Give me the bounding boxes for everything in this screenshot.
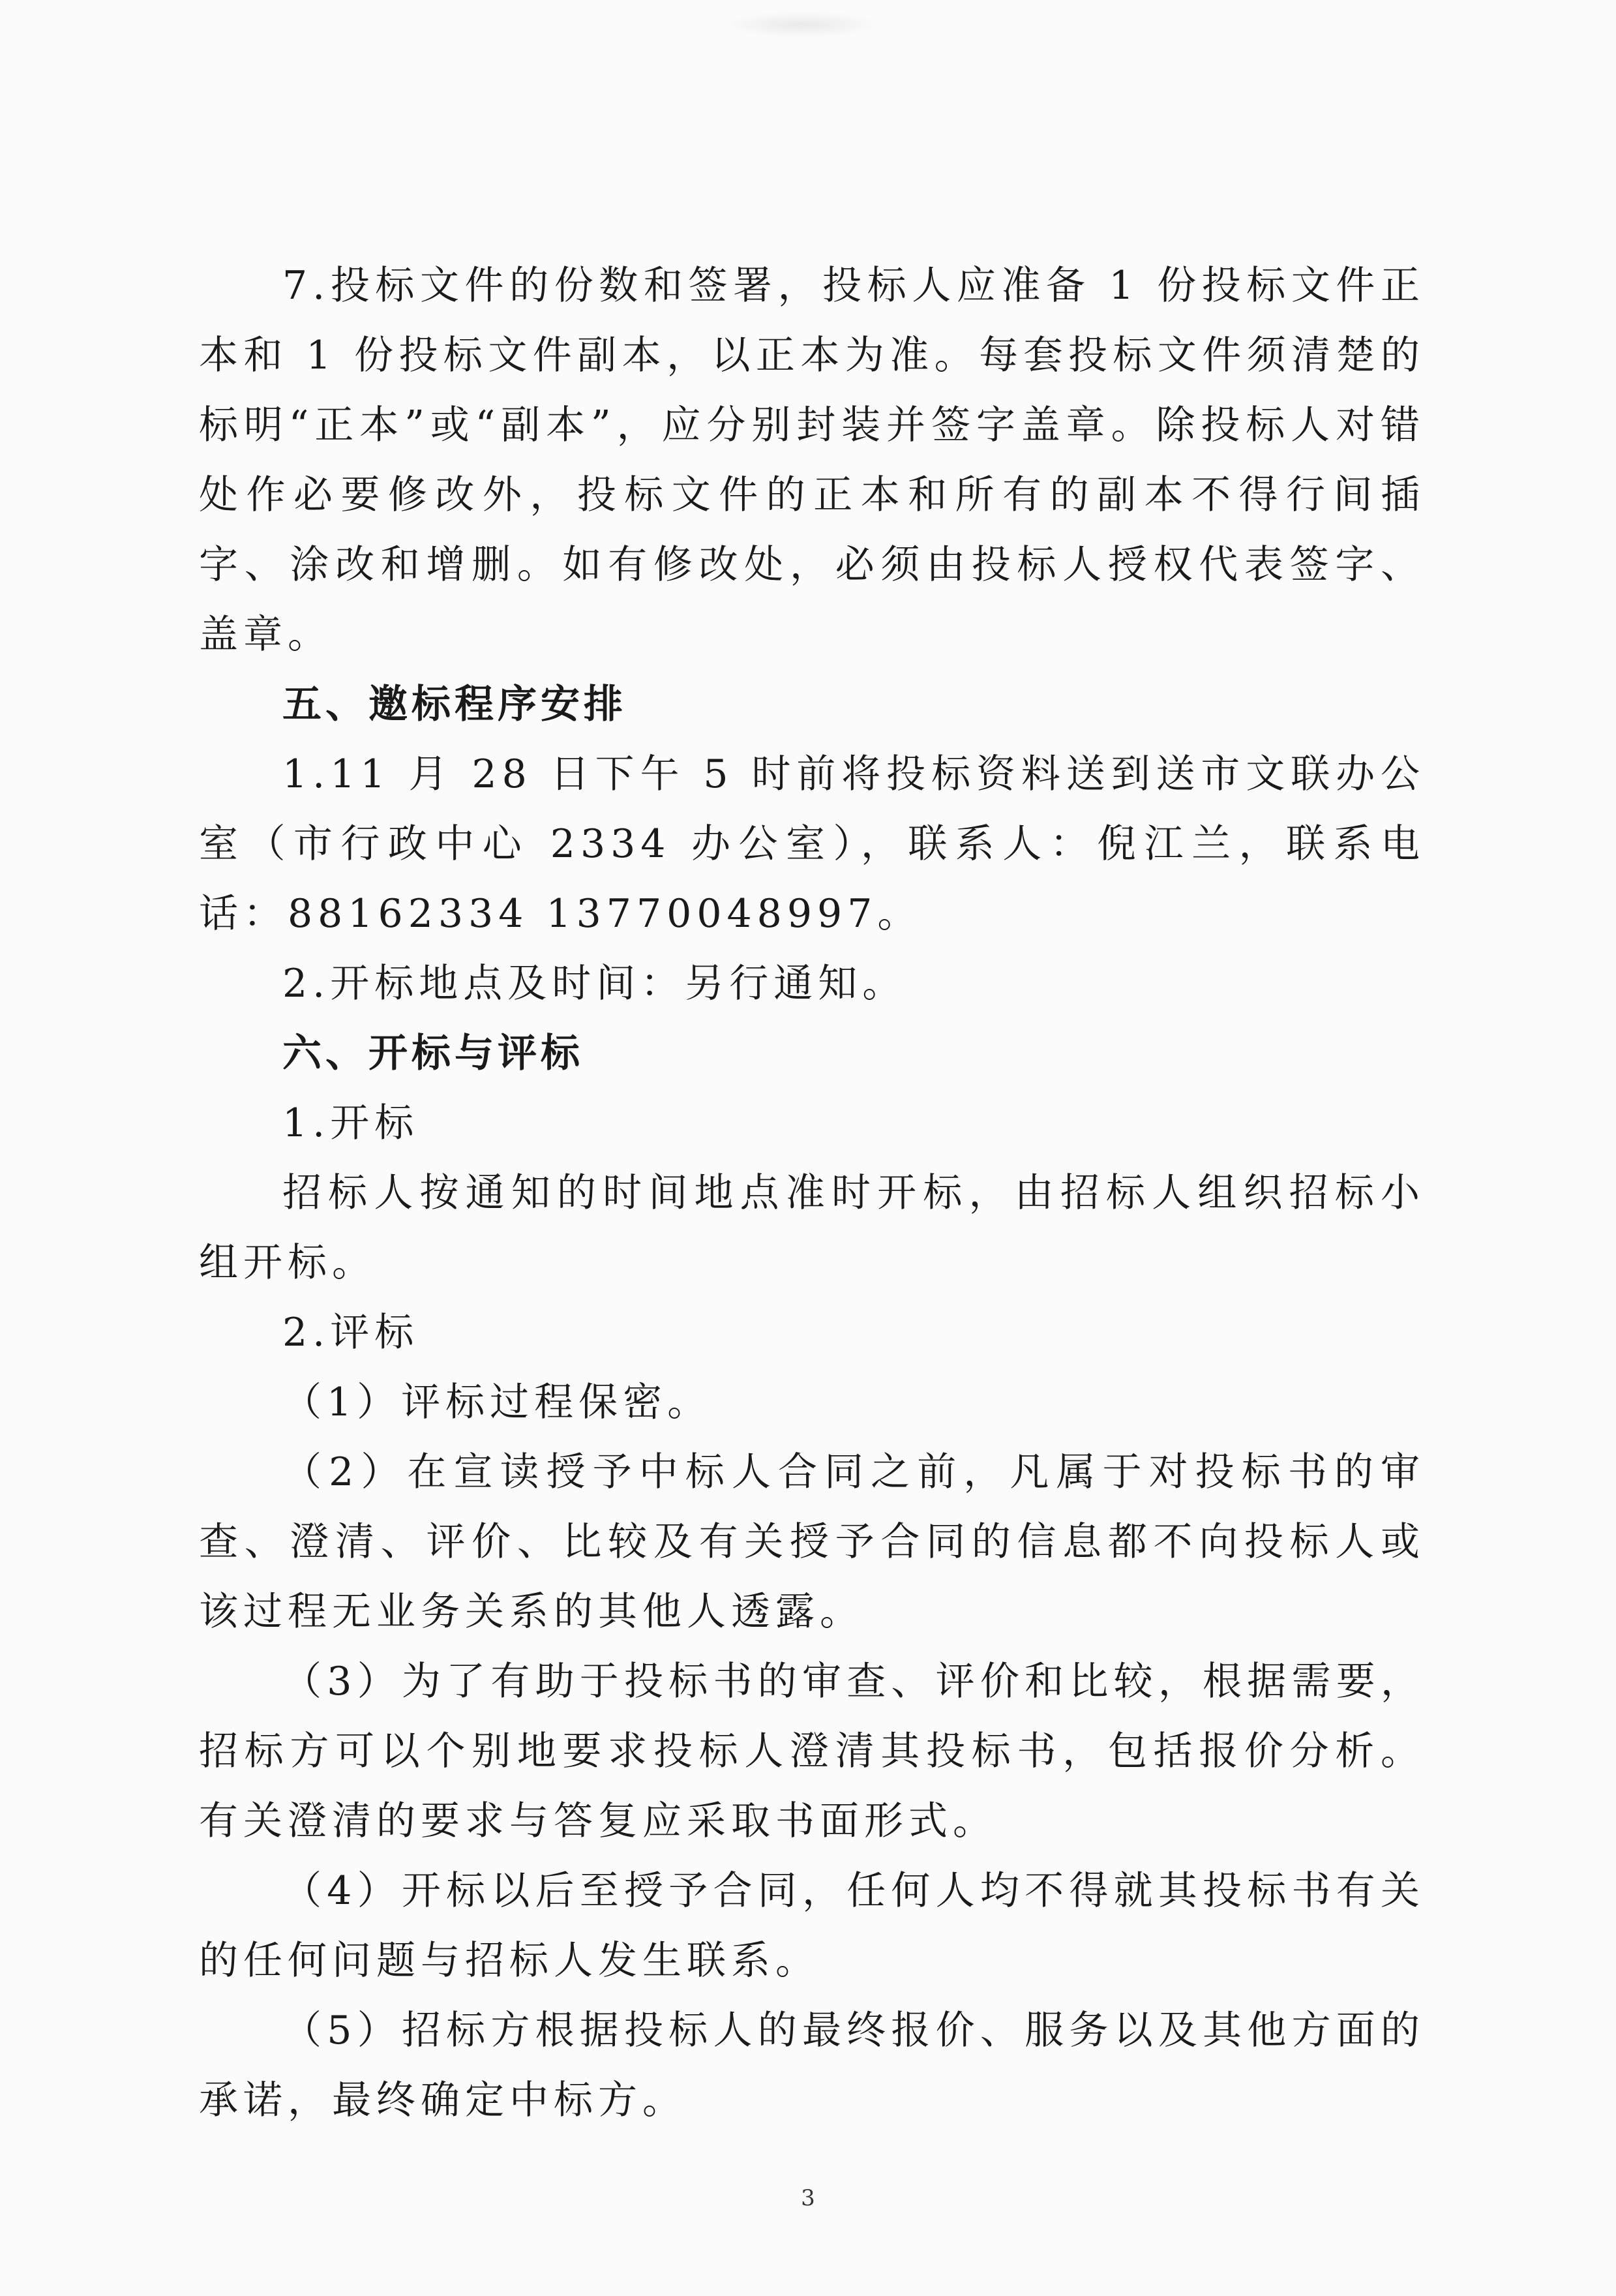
paragraph-opening-place-time: 2.开标地点及时间：另行通知。 [282,961,907,1006]
paragraph-evaluation-4: （4）开标以后至授予合同，任何人均不得就其投标书有关的任何问题与招标人发生联系。 [199,1868,1425,1984]
paragraph-opening-detail: 招标人按通知的时间地点准时开标，由招标人组织招标小组开标。 [199,1170,1425,1286]
heading-invitation-procedure: 五、邀标程序安排 [282,682,627,727]
paragraph-evaluation-2: （2）在宣读授予中标人合同之前，凡属于对投标书的审查、澄清、评价、比较及有关授予合同的信息都不向投标人或该过程无业务关系的其他人透露。 [199,1449,1425,1635]
subheading-opening: 1.开标 [282,1100,419,1146]
document-body [199,251,1425,2136]
paragraph-evaluation-5: （5）招标方根据投标人的最终报价、服务以及其他方面的承诺，最终确定中标方。 [199,2008,1425,2123]
paragraph-evaluation-1: （1）评标过程保密。 [282,1380,712,1425]
page-number: 3 [801,2185,815,2211]
paragraph-evaluation-3: （3）为了有助于投标书的审查、评价和比较，根据需要，招标方可以个别地要求投标人澄清其投标书，包括报价分析。有关澄清的要求与答复应采取书面形式。 [199,1659,1425,1844]
paragraph-bid-copies: 7.投标文件的份数和签署，投标人应准备 1 份投标文件正本和 1 份投标文件副本，以正本为准。每套投标文件须清楚的标明“正本”或“副本”，应分别封装并签字盖章。除投标人对错处作必要修改外，投标文件的正本和所有的副本不得行间插字、涂改和增删。如有修改处，必须由投标人授权代表签字、盖章。 [199,263,1425,657]
paragraph-submission-deadline: 1.11 月 28 日下午 5 时前将投标资料送到送市文联办公室（市行政中心 2334 办公室），联系人：倪江兰，联系电话：88162334 13770048997。 [199,751,1425,937]
subheading-evaluation: 2.评标 [282,1310,419,1355]
scan-artifact [724,12,880,38]
heading-opening-evaluation: 六、开标与评标 [282,1031,584,1076]
